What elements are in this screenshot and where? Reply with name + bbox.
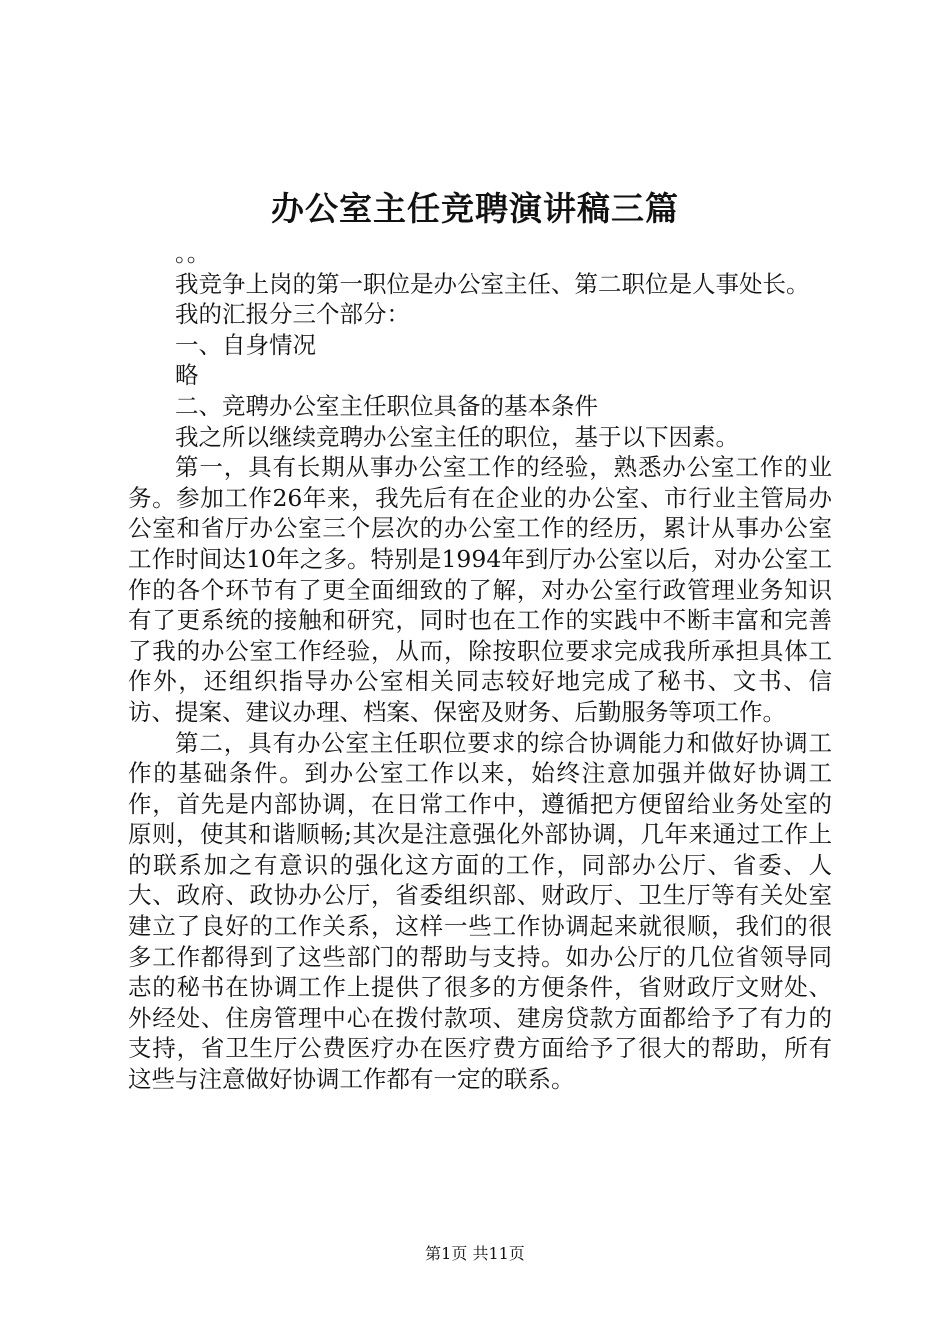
page-number-footer: 第1页 共11页 [425,1244,525,1263]
paragraph: 略 [175,361,199,390]
paragraph: 我竞争上岗的第一职位是办公室主任、第二职位是人事处长。 [175,269,810,298]
section-heading: 二、竞聘办公室主任职位具备的基本条件 [175,391,598,420]
section-heading: 一、自身情况 [175,330,316,359]
document-body [128,238,832,1095]
paragraph: 。。 [175,239,211,267]
paragraph: 我之所以继续竞聘办公室主任的职位，基于以下因素。 [175,422,739,451]
paragraph: 我的汇报分三个部分： [175,300,410,329]
document-title: 办公室主任竞聘演讲稿三篇 [271,189,679,228]
paragraph: 第一，具有长期从事办公室工作的经验，熟悉办公室工作的业务。参加工作26年来，我先后有在企业的办公室、市行业主管局办公室和省厅办公室三个层次的办公室工作的经历，累计从事办公室工作时间达10年之多。特别是1994年到厅办公室以后，对办公室工作的各个环节有了更全面细致的了解，对办公室行政管理业务知识有了更系统的接触和研究，同时也在工作的实践中不断丰富和完善了我的办公室工作经验，从而，除按职位要求完成我所承担具体工作外，还组织指导办公室相关同志较好地完成了秘书、文书、信访、提案、建议办理、档案、保密及财务、后勤服务等项工作。 [128,453,832,726]
paragraph: 第二，具有办公室主任职位要求的综合协调能力和做好协调工作的基础条件。到办公室工作以来，始终注意加强并做好协调工作，首先是内部协调，在日常工作中，遵循把方便留给业务处室的原则，使其和谐顺畅;其次是注意强化外部协调，几年来通过工作上的联系加之有意识的强化这方面的工作，同部办公厅、省委、人大、政府、政协办公厅，省委组织部、财政厅、卫生厅等有关处室建立了良好的工作关系，这样一些工作协调起来就很顺，我们的很多工作都得到了这些部门的帮助与支持。如办公厅的几位省领导同志的秘书在协调工作上提供了很多的方便条件，省财政厅文财处、外经处、住房管理中心在拨付款项、建房贷款方面都给予了有力的支持，省卫生厅公费医疗办在医疗费方面给予了很大的帮助，所有这些与注意做好协调工作都有一定的联系。 [128,728,832,1094]
